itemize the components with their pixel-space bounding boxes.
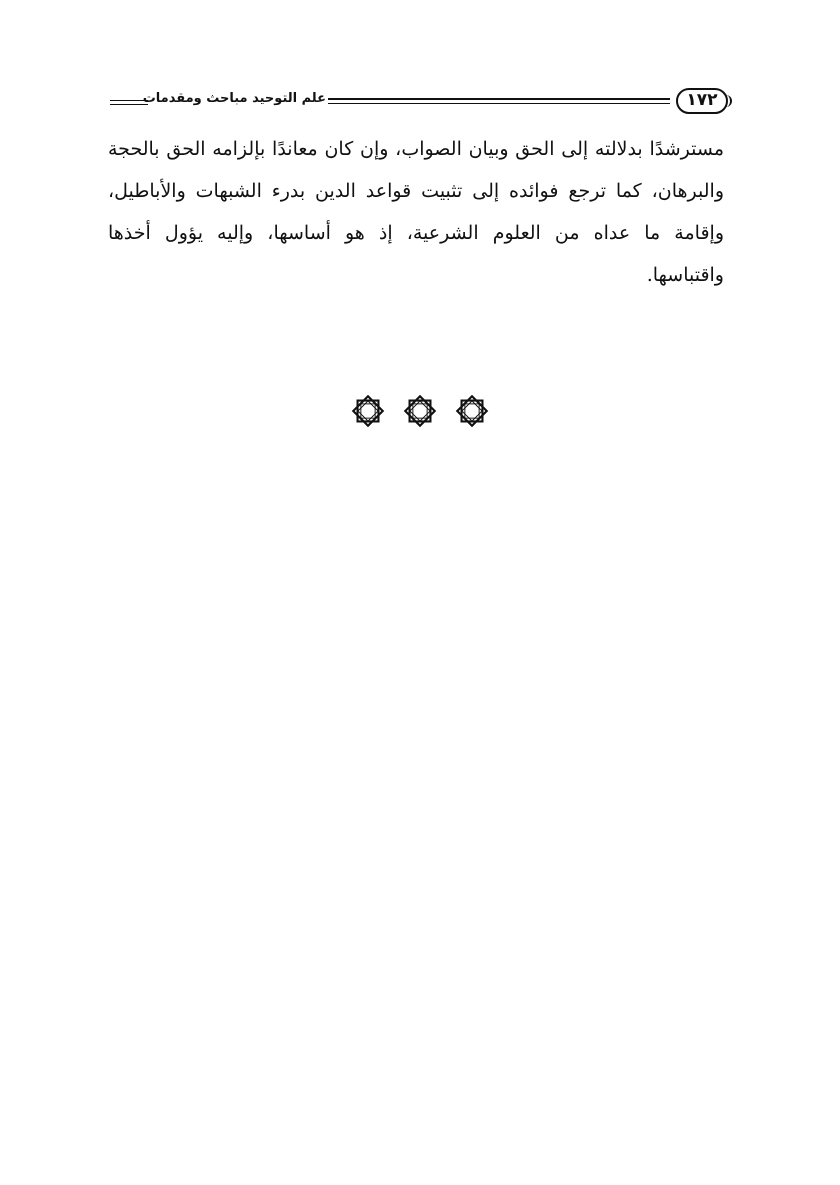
book-title: علم التوحيد مباحث ومقدمات — [142, 91, 326, 106]
eight-point-star-icon — [401, 392, 439, 430]
text-line: وإقامة ما عداه من العلوم الشرعية، إذ هو أساسها، وإليه يؤول أخذها — [108, 222, 724, 244]
eight-point-star-icon — [453, 392, 491, 430]
page-number: ١٧٢ — [676, 88, 728, 114]
eight-point-star-icon — [349, 392, 387, 430]
section-end-ornaments — [0, 392, 840, 432]
header-rule — [328, 98, 670, 104]
text-line: مسترشدًا بدلالته إلى الحق وبيان الصواب، وإن كان معاندًا بإلزامه الحق بالحجة — [108, 138, 724, 160]
running-header — [100, 88, 728, 122]
text-line: واقتباسها. — [646, 264, 724, 286]
body-paragraph — [108, 128, 724, 296]
text-line: والبرهان، كما ترجع فوائده إلى تثبيت قواعد الدين بدرء الشبهات والأباطيل، — [108, 180, 724, 202]
